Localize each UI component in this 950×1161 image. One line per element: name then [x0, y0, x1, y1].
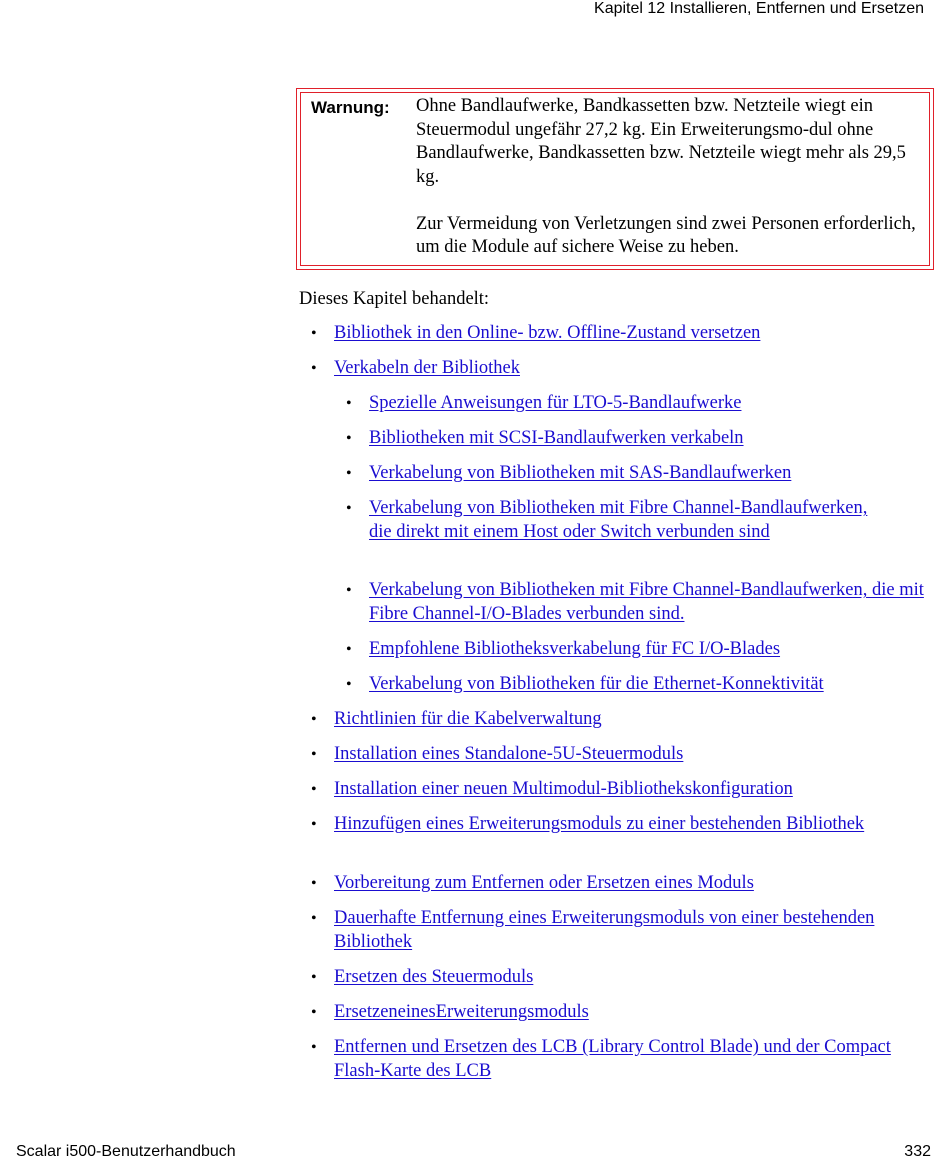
- chapter-header: Kapitel 12 Installieren, Entfernen und Ersetzen: [594, 0, 924, 17]
- list-item: [346, 579, 939, 626]
- bullet-icon: •: [311, 360, 317, 377]
- list-item: [311, 708, 904, 732]
- toc-link[interactable]: Bibliothek in den Online- bzw. Offline-Zustand versetzen: [334, 323, 761, 343]
- list-item: [311, 907, 879, 954]
- bullet-icon: •: [311, 781, 317, 798]
- list-item: [311, 1001, 904, 1025]
- list-item: [311, 357, 904, 381]
- list-item: [346, 673, 939, 697]
- bullet-icon: •: [346, 582, 352, 599]
- toc-link[interactable]: Verkabelung von Bibliotheken mit Fibre Channel-Bandlaufwerken, die direkt mit einem Host oder Switch verbunden sind: [369, 498, 868, 542]
- toc-link[interactable]: Bibliotheken mit SCSI-Bandlaufwerken verkabeln: [369, 428, 744, 448]
- bullet-icon: •: [311, 816, 317, 833]
- toc-link[interactable]: Spezielle Anweisungen für LTO-5-Bandlaufwerke: [369, 393, 742, 413]
- chapter-intro: Dieses Kapitel behandelt:: [299, 289, 490, 309]
- list-item: [311, 1036, 914, 1083]
- bullet-icon: •: [311, 969, 317, 986]
- warning-label: Warnung:: [311, 98, 390, 117]
- warning-paragraph-1: Ohne Bandlaufwerke, Bandkassetten bzw. Netzteile wiegt ein Steuermodul ungefähr 27,2 kg. Ein Erweiterungsmo-dul ohne Bandlaufwerke, Bandkassetten bzw. Netzteile wiegt mehr als 29,5 kg.: [416, 96, 906, 187]
- toc-link[interactable]: Vorbereitung zum Entfernen oder Ersetzen eines Moduls: [334, 873, 754, 893]
- toc-link[interactable]: Entfernen und Ersetzen des LCB (Library Control Blade) und der Compact Flash-Karte des LCB: [334, 1037, 891, 1081]
- toc-link[interactable]: Ersetzen des Steuermoduls: [334, 967, 534, 987]
- toc-link[interactable]: ErsetzeneinesErweiterungsmoduls: [334, 1002, 589, 1022]
- list-item: [311, 322, 904, 346]
- list-item: [311, 778, 904, 802]
- toc-link[interactable]: Empfohlene Bibliotheksverkabelung für FC I/O-Blades: [369, 639, 781, 659]
- footer-page-number: 332: [904, 1143, 931, 1160]
- bullet-icon: •: [346, 676, 352, 693]
- bullet-icon: •: [346, 465, 352, 482]
- list-item: [311, 966, 904, 990]
- toc-link[interactable]: Hinzufügen eines Erweiterungsmoduls zu einer bestehenden Bibliothek: [334, 814, 865, 834]
- bullet-icon: •: [311, 875, 317, 892]
- list-item: [346, 462, 939, 486]
- bullet-icon: •: [311, 746, 317, 763]
- list-item: [346, 497, 869, 544]
- footer-document-title: Scalar i500-Benutzerhandbuch: [16, 1143, 236, 1160]
- toc-link[interactable]: Verkabeln der Bibliothek: [334, 358, 520, 378]
- bullet-icon: •: [346, 500, 352, 517]
- list-item: [346, 638, 939, 662]
- bullet-icon: •: [346, 430, 352, 447]
- bullet-icon: •: [311, 325, 317, 342]
- toc-link[interactable]: Verkabelung von Bibliotheken mit SAS-Bandlaufwerken: [369, 463, 792, 483]
- toc-link[interactable]: Verkabelung von Bibliotheken mit Fibre Channel-Bandlaufwerken, die mit Fibre Channel-I/O-Blades verbunden sind.: [369, 580, 924, 624]
- warning-paragraph-2: Zur Vermeidung von Verletzungen sind zwei Personen erforderlich, um die Module auf sichere Weise zu heben.: [416, 213, 916, 257]
- list-item: [311, 872, 904, 896]
- list-item: [311, 743, 904, 767]
- toc-link[interactable]: Installation einer neuen Multimodul-Bibliothekskonfiguration: [334, 779, 793, 799]
- bullet-icon: •: [311, 711, 317, 728]
- bullet-icon: •: [311, 1039, 317, 1056]
- warning-text: [416, 95, 926, 260]
- bullet-icon: •: [346, 395, 352, 412]
- bullet-icon: •: [311, 910, 317, 927]
- list-item: [311, 813, 879, 837]
- bullet-icon: •: [311, 1004, 317, 1021]
- toc-link[interactable]: Richtlinien für die Kabelverwaltung: [334, 709, 602, 729]
- toc-link[interactable]: Verkabelung von Bibliotheken für die Ethernet-Konnektivität: [369, 674, 824, 694]
- toc-link[interactable]: Dauerhafte Entfernung eines Erweiterungsmoduls von einer bestehenden Bibliothek: [334, 908, 875, 952]
- list-item: [346, 392, 939, 416]
- bullet-icon: •: [346, 641, 352, 658]
- list-item: [346, 427, 939, 451]
- toc-link[interactable]: Installation eines Standalone-5U-Steuermoduls: [334, 744, 684, 764]
